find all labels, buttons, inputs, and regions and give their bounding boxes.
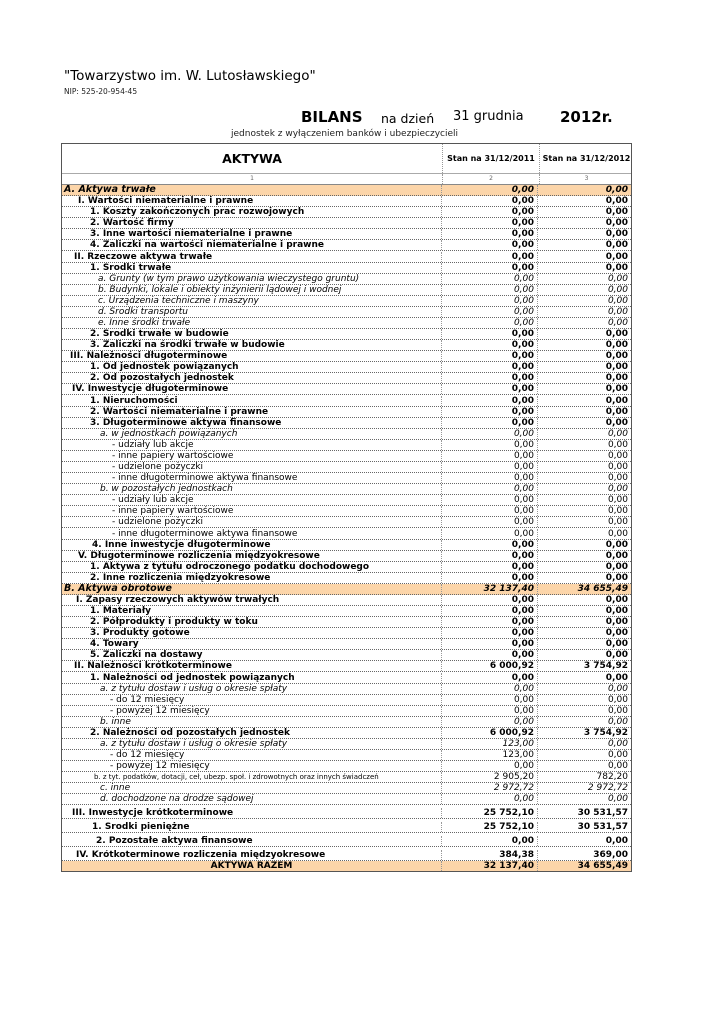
value-2012: 0,00 [605,617,628,628]
company-name: "Towarzystwo im. W. Lutosławskiego" [64,68,316,84]
value-2011: 123,00 [442,750,538,760]
row-label: IV. Krótkoterminowe rozliczenia międzyokresowe [62,850,442,860]
row-label: A. Aktywa trwałe [62,185,442,195]
value-2012: 0,00 [605,572,628,583]
table-row [62,329,631,340]
table-row [62,861,631,872]
value-2012: 0,00 [607,439,628,450]
row-label: III. Należności długoterminowe [62,351,442,361]
row-label: - inne długoterminowe aktywa finansowe [62,529,442,539]
table-row [62,717,631,728]
row-label: 4. Inne inwestycje długoterminowe [62,540,442,550]
table-row [62,617,631,628]
table-row [62,185,631,196]
value-2012: 0,00 [605,251,628,262]
value-2011: 0,00 [442,495,538,505]
table-row [62,528,631,539]
value-2011: 0,00 [442,418,538,428]
row-label: 2. Wartości niematerialne i prawne [62,407,442,417]
row-label: V. Długoterminowe rozliczenia międzyokresowe [62,551,442,561]
value-2012: 0,00 [607,284,628,295]
row-label: 1. Materiały [62,606,442,616]
column-number-1: 1 [62,174,443,184]
column-number-3: 3 [584,175,589,182]
row-label: 1. Nieruchomości [62,396,442,406]
row-label: - do 12 miesięcy [62,695,442,705]
nip-number: NIP: 525-20-954-45 [64,87,138,96]
value-2012: 0,00 [605,384,628,395]
row-label: - udziały lub akcje [62,440,442,450]
table-row [62,639,631,650]
row-label: 5. Zaliczki na dostawy [62,650,442,660]
value-2012: 0,00 [607,484,628,495]
value-2012: 0,00 [605,561,628,572]
value-2011: 0,00 [442,540,538,550]
table-row [62,484,631,495]
value-2011: 0,00 [442,761,538,771]
value-2011: 6 000,92 [442,661,538,671]
row-label: - do 12 miesięcy [62,750,442,760]
table-row [62,440,631,451]
table-row [62,540,631,551]
value-2011: 0,00 [442,285,538,295]
value-2012: 0,00 [607,462,628,473]
value-2011: 0,00 [442,628,538,638]
value-2012: 0,00 [607,716,628,727]
table-row [62,650,631,661]
table-row [62,318,631,329]
value-2012: 0,00 [605,594,628,605]
table-row [62,551,631,562]
table-row [62,628,631,639]
table-row [62,661,631,672]
value-2012: 0,00 [607,750,628,761]
column-header-2012: Stan na 31/12/2012 [542,154,631,163]
report-year: 2012r. [560,108,613,126]
value-2012: 0,00 [607,450,628,461]
value-2012: 0,00 [605,218,628,229]
row-label: 3. Inne wartości niematerialne i prawne [62,229,442,239]
value-2012: 0,00 [605,417,628,428]
table-body [62,185,631,872]
column-header-aktywa: AKTYWA [62,144,443,173]
value-2012: 0,00 [607,761,628,772]
report-date: 31 grudnia [453,109,524,124]
table-header [62,144,631,174]
table-row [62,595,631,606]
table-row [62,340,631,351]
table-row [62,218,631,229]
row-label: IV. Inwestycje długoterminowe [62,384,442,394]
row-label: - powyżej 12 miesięcy [62,761,442,771]
row-label: 2. Należności od pozostałych jednostek [62,728,442,738]
value-2012: 0,00 [605,351,628,362]
value-2012: 0,00 [607,295,628,306]
value-2011: 0,00 [442,373,538,383]
value-2011: 0,00 [442,329,538,339]
value-2012: 0,00 [605,650,628,661]
table-row [62,384,631,395]
value-2012: 3 754,92 [583,661,628,672]
value-2011: 0,00 [442,462,538,472]
row-label: a. z tytułu dostaw i usług o okresie spłaty [62,684,442,694]
value-2012: 0,00 [605,362,628,373]
value-2012: 0,00 [605,550,628,561]
table-row [62,847,631,861]
value-2012: 0,00 [605,340,628,351]
table-row [62,506,631,517]
row-label: b. Budynki, lokale i obiekty inżynierii lądowej i wodnej [62,285,442,295]
row-label: - udzielone pożyczki [62,517,442,527]
row-label: e. Inne środki trwałe [62,318,442,328]
value-2011: 0,00 [442,362,538,372]
row-label: b. w pozostałych jednostkach [62,484,442,494]
row-label: - inne długoterminowe aktywa finansowe [62,473,442,483]
value-2012: 0,00 [605,196,628,207]
value-2011: 0,00 [442,617,538,627]
document-title: BILANS [301,108,363,126]
row-label: 2. Półprodukty i produkty w toku [62,617,442,627]
value-2011: 0,00 [442,606,538,616]
value-2011: 0,00 [442,229,538,239]
value-2012: 0,00 [607,306,628,317]
row-label: 4. Zaliczki na wartości niematerialne i prawne [62,240,442,250]
row-label: 1. Od jednostek powiązanych [62,362,442,372]
value-2012: 30 531,57 [577,808,628,819]
value-2012: 0,00 [607,694,628,705]
row-label: 1. Środki trwałe [62,263,442,273]
value-2011: 0,00 [442,706,538,716]
value-2012: 0,00 [605,836,628,847]
table-row [62,833,631,847]
table-row [62,429,631,440]
value-2011: 2 972,72 [442,783,538,793]
value-2011: 25 752,10 [442,822,538,832]
table-row [62,274,631,285]
row-label: 4. Towary [62,639,442,649]
value-2011: 0,00 [442,836,538,846]
value-2012: 0,00 [605,373,628,384]
table-row [62,573,631,584]
table-row [62,517,631,528]
value-2012: 0,00 [605,185,628,196]
value-2012: 0,00 [607,428,628,439]
value-2012: 0,00 [607,495,628,506]
value-2012: 0,00 [607,794,628,805]
table-row [62,495,631,506]
value-2011: 6 000,92 [442,728,538,738]
value-2011: 0,00 [442,595,538,605]
value-2012: 0,00 [605,672,628,683]
column-number-row [62,174,631,185]
value-2012: 0,00 [605,240,628,251]
table-row [62,207,631,218]
table-row [62,772,631,783]
table-row [62,728,631,739]
value-2011: 0,00 [442,351,538,361]
value-2012: 0,00 [607,273,628,284]
value-2012: 782,20 [596,772,628,783]
value-2012: 0,00 [605,329,628,340]
row-label: AKTYWA RAZEM [62,861,442,871]
row-label: - udzielone pożyczki [62,462,442,472]
value-2012: 0,00 [605,639,628,650]
row-label: b. inne [62,717,442,727]
table-row [62,794,631,805]
row-label: 2. Pozostałe aktywa finansowe [62,836,442,846]
table-row [62,672,631,683]
value-2011: 0,00 [442,684,538,694]
value-2011: 123,00 [442,739,538,749]
value-2011: 0,00 [442,451,538,461]
table-row [62,695,631,706]
value-2011: 0,00 [442,573,538,583]
value-2012: 0,00 [605,229,628,240]
table-row [62,562,631,573]
row-label: - inne papiery wartościowe [62,506,442,516]
document-subtitle: jednostek z wyłączeniem banków i ubezpieczycieli [231,129,459,139]
value-2011: 0,00 [442,218,538,228]
value-2012: 0,00 [605,207,628,218]
table-row [62,606,631,617]
value-2011: 0,00 [442,307,538,317]
value-2012: 30 531,57 [577,822,628,833]
table-row [62,451,631,462]
value-2011: 0,00 [442,695,538,705]
table-row [62,739,631,750]
value-2012: 0,00 [607,318,628,329]
value-2011: 0,00 [442,717,538,727]
row-label: 3. Zaliczki na środki trwałe w budowie [62,340,442,350]
value-2011: 0,00 [442,440,538,450]
value-2011: 384,38 [442,850,538,860]
value-2011: 0,00 [442,473,538,483]
table-row [62,584,631,595]
table-row [62,395,631,406]
value-2011: 0,00 [442,484,538,494]
row-label: 1. Należności od jednostek powiązanych [62,673,442,683]
value-2012: 0,00 [605,539,628,550]
table-row [62,196,631,207]
row-label: 2. Inne rozliczenia międzyokresowe [62,573,442,583]
value-2011: 0,00 [442,340,538,350]
row-label: I. Zapasy rzeczowych aktywów trwałych [62,595,442,605]
value-2011: 0,00 [442,207,538,217]
table-row [62,418,631,429]
value-2011: 0,00 [442,196,538,206]
row-label: II. Rzeczowe aktywa trwałe [62,252,442,262]
value-2012: 0,00 [605,606,628,617]
table-row [62,805,631,819]
row-label: B. Aktywa obrotowe [62,584,442,594]
table-row [62,684,631,695]
row-label: a. w jednostkach powiązanych [62,429,442,439]
row-label: 1. Koszty zakończonych prac rozwojowych [62,207,442,217]
row-label: d. Środki transportu [62,307,442,317]
value-2011: 0,00 [442,318,538,328]
value-2011: 0,00 [442,562,538,572]
row-label: I. Wartości niematerialne i prawne [62,196,442,206]
row-label: b. z tyt. podatków, dotacji, ceł, ubezp. społ. i zdrowotnych oraz innych świadczeń [62,772,442,782]
value-2011: 0,00 [442,240,538,250]
table-row [62,819,631,833]
row-label: III. Inwestycje krótkoterminowe [62,808,442,818]
value-2011: 0,00 [442,296,538,306]
value-2011: 0,00 [442,274,538,284]
value-2012: 2 972,72 [587,783,628,794]
row-label: c. inne [62,783,442,793]
table-row [62,251,631,262]
value-2011: 0,00 [442,551,538,561]
row-label: a. Grunty (w tym prawo użytkowania wieczystego gruntu) [62,274,442,284]
value-2011: 0,00 [442,185,538,195]
table-row [62,761,631,772]
row-label: a. z tytułu dostaw i usług o okresie spłaty [62,739,442,749]
value-2012: 0,00 [605,628,628,639]
table-row [62,307,631,318]
value-2012: 0,00 [607,738,628,749]
table-row [62,706,631,717]
value-2011: 32 137,40 [442,861,538,871]
value-2012: 0,00 [605,395,628,406]
value-2011: 0,00 [442,384,538,394]
row-label: 2. Od pozostałych jednostek [62,373,442,383]
value-2012: 0,00 [607,506,628,517]
row-label: 3. Długoterminowe aktywa finansowe [62,418,442,428]
value-2011: 0,00 [442,794,538,804]
row-label: 2. Środki trwałe w budowie [62,329,442,339]
table-row [62,240,631,251]
row-label: - powyżej 12 miesięcy [62,706,442,716]
table-row [62,783,631,794]
value-2011: 0,00 [442,252,538,262]
value-2012: 0,00 [605,262,628,273]
value-2012: 0,00 [605,406,628,417]
value-2011: 0,00 [442,517,538,527]
value-2011: 0,00 [442,396,538,406]
row-label: - inne papiery wartościowe [62,451,442,461]
table-row [62,373,631,384]
table-row [62,296,631,307]
table-row [62,750,631,761]
value-2012: 34 655,49 [577,861,628,872]
row-label: II. Należności krótkoterminowe [62,661,442,671]
row-label: 3. Produkty gotowe [62,628,442,638]
value-2012: 369,00 [593,850,628,861]
value-2011: 0,00 [442,506,538,516]
balance-sheet-table [61,143,632,872]
table-row [62,362,631,373]
table-row [62,263,631,274]
value-2012: 0,00 [607,517,628,528]
value-2012: 34 655,49 [577,583,628,594]
table-row [62,473,631,484]
value-2011: 32 137,40 [442,584,538,594]
row-label: c. Urządzenia techniczne i maszyny [62,296,442,306]
value-2011: 0,00 [442,529,538,539]
table-row [62,462,631,473]
value-2011: 2 905,20 [442,772,538,782]
value-2011: 0,00 [442,407,538,417]
value-2011: 0,00 [442,650,538,660]
column-header-2011: Stan na 31/12/2011 [443,144,540,173]
value-2011: 0,00 [442,263,538,273]
table-row [62,351,631,362]
value-2012: 0,00 [607,683,628,694]
row-label: d. dochodzone na drodze sądowej [62,794,442,804]
value-2012: 0,00 [607,705,628,716]
value-2011: 0,00 [442,639,538,649]
row-label: - udziały lub akcje [62,495,442,505]
table-row [62,407,631,418]
table-row [62,285,631,296]
table-row [62,229,631,240]
value-2012: 0,00 [607,528,628,539]
date-prefix: na dzień [381,111,435,126]
row-label: 1. Środki pieniężne [62,822,442,832]
value-2011: 0,00 [442,673,538,683]
value-2012: 0,00 [607,473,628,484]
column-number-2: 2 [443,174,540,184]
row-label: 2. Wartość firmy [62,218,442,228]
value-2011: 0,00 [442,429,538,439]
row-label: 1. Aktywa z tytułu odroczonego podatku dochodowego [62,562,442,572]
value-2011: 25 752,10 [442,808,538,818]
value-2012: 3 754,92 [583,727,628,738]
